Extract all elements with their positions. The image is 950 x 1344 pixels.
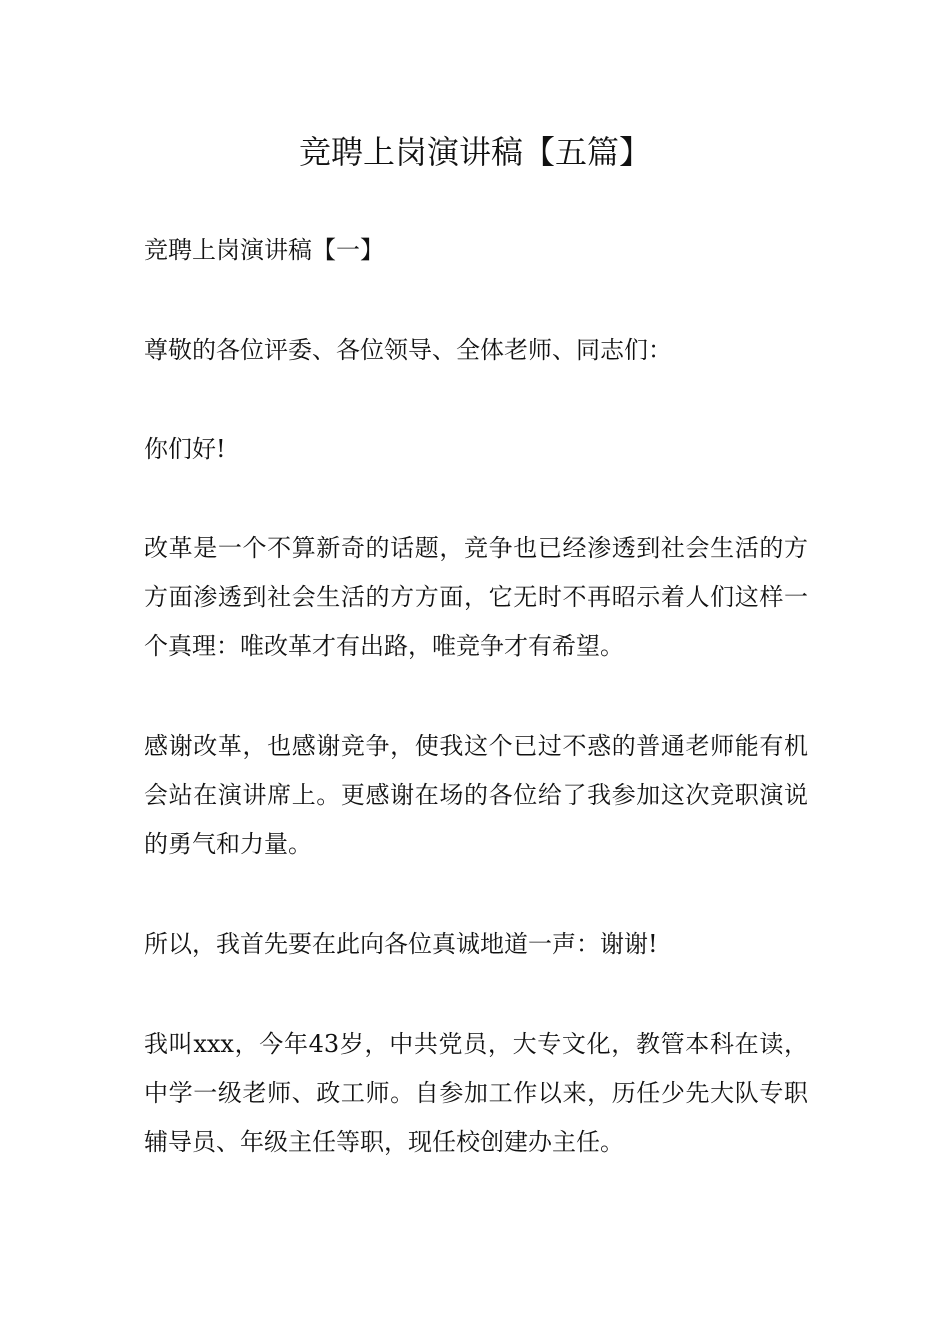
salutation-line: 你们好!	[144, 435, 226, 463]
section-heading: 竞聘上岗演讲稿【一】	[144, 236, 384, 264]
paragraph-introduction: 我叫xxx，今年43岁，中共党员，大专文化，教管本科在读，中学一级老师、政工师。自参加工作以来，历任少先大队专职辅导员、年级主任等职，现任校创建办主任。	[144, 1030, 808, 1156]
document-title: 竞聘上岗演讲稿【五篇】	[298, 133, 651, 171]
paragraph-reform: 改革是一个不算新奇的话题，竞争也已经渗透到社会生活的方方面渗透到社会生活的方方面，它无时不再昭示着人们这样一个真理：唯改革才有出路，唯竞争才有希望。	[144, 534, 808, 660]
paragraph-gratitude: 所以，我首先要在此向各位真诚地道一声：谢谢!	[144, 930, 658, 958]
greeting-line: 尊敬的各位评委、各位领导、全体老师、同志们：	[144, 336, 672, 364]
paragraph-thanks: 感谢改革，也感谢竞争，使我这个已过不惑的普通老师能有机会站在演讲席上。更感谢在场的各位给了我参加这次竞职演说的勇气和力量。	[144, 732, 808, 858]
